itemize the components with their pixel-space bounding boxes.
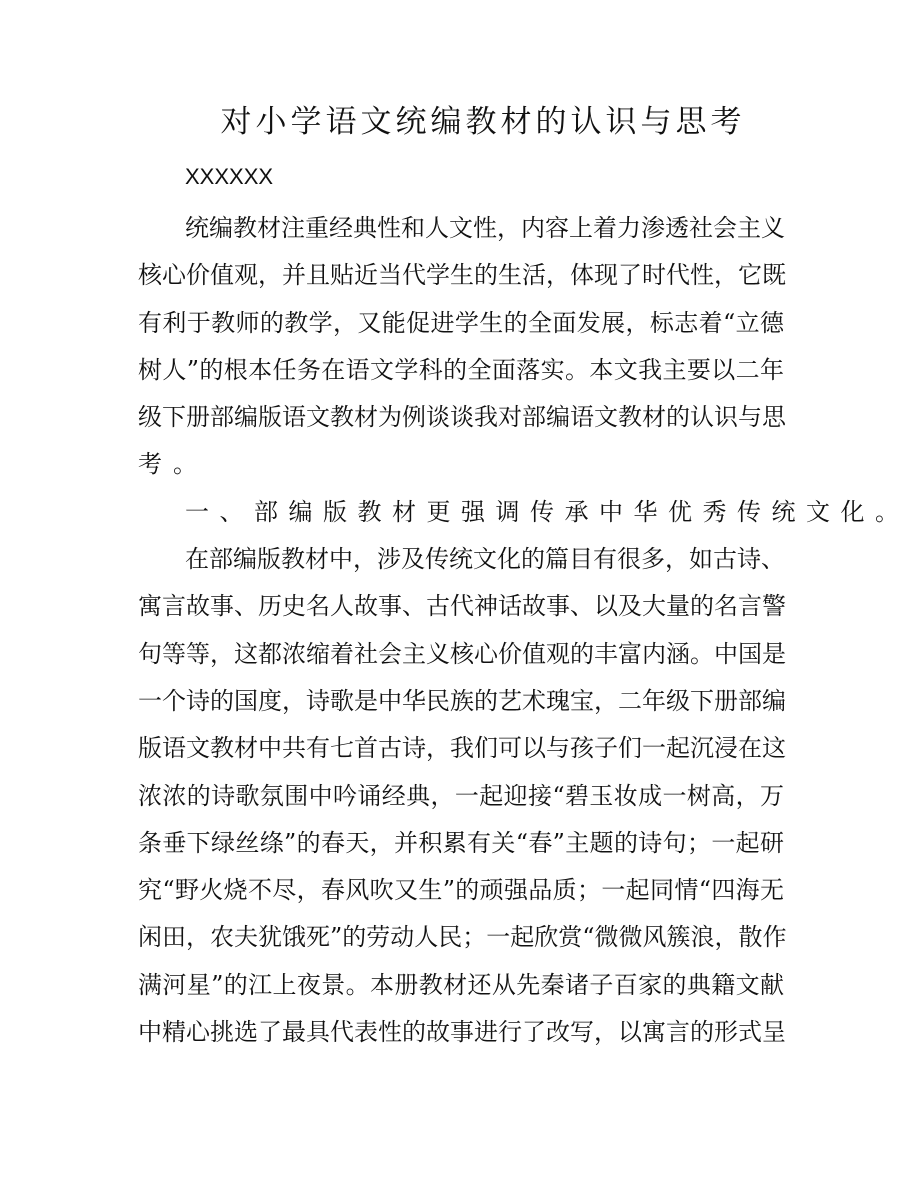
paragraph-3-line: 一个诗的国度，诗歌是中华民族的艺术瑰宝，二年级下册部编 [138, 686, 786, 715]
paragraph-1-line: 核心价值观，并且贴近当代学生的生活，体现了时代性，它既 [138, 261, 786, 290]
paragraph-3-line: 浓浓的诗歌氛围中吟诵经典，一起迎接“碧玉妆成一树高，万 [138, 781, 784, 810]
paragraph-1-line: 级下册部编版语文教材为例谈谈我对部编语文教材的认识与思 [138, 403, 786, 432]
paragraph-3-line: 究“野火烧不尽，春风吹又生”的顽强品质；一起同情“四海无 [138, 876, 784, 905]
paragraph-1-line: 树人”的根本任务在语文学科的全面落实。本文我主要以二年 [138, 355, 784, 384]
document-title: 对小学语文统编教材的认识与思考 [220, 104, 746, 140]
paragraph-1-line: 有利于教师的教学，又能促进学生的全面发展，标志着“立德 [138, 308, 784, 337]
section-heading: 一、部编版教材更强调传承中华优秀传统文化。 [185, 497, 910, 526]
paragraph-1-line: 统编教材注重经典性和人文性，内容上着力渗透社会主义 [185, 214, 785, 242]
paragraph-3-line: 在部编版教材中，涉及传统文化的篇目有很多，如古诗、 [185, 545, 785, 574]
document-body [138, 205, 910, 1056]
document-author: XXXXXX [185, 164, 274, 189]
paragraph-1-line: 考。 [138, 450, 208, 479]
paragraph-3-line: 句等等，这都浓缩着社会主义核心价值观的丰富内涵。中国是 [138, 639, 786, 668]
paragraph-3-line: 中精心挑选了最具代表性的故事进行了改写，以寓言的形式呈 [138, 1018, 786, 1047]
paragraph-3-line: 寓言故事、历史名人故事、古代神话故事、以及大量的名言警 [138, 592, 786, 621]
paragraph-3-line: 版语文教材中共有七首古诗，我们可以与孩子们一起沉浸在这 [138, 734, 786, 763]
paragraph-3-line: 满河星”的江上夜景。本册教材还从先秦诸子百家的典籍文献 [138, 970, 784, 999]
paragraph-3-line: 闲田，农夫犹饿死”的劳动人民；一起欣赏“微微风簇浪，散作 [138, 923, 787, 952]
paragraph-3-line: 条垂下绿丝绦”的春天，并积累有关“春”主题的诗句；一起研 [138, 828, 784, 857]
